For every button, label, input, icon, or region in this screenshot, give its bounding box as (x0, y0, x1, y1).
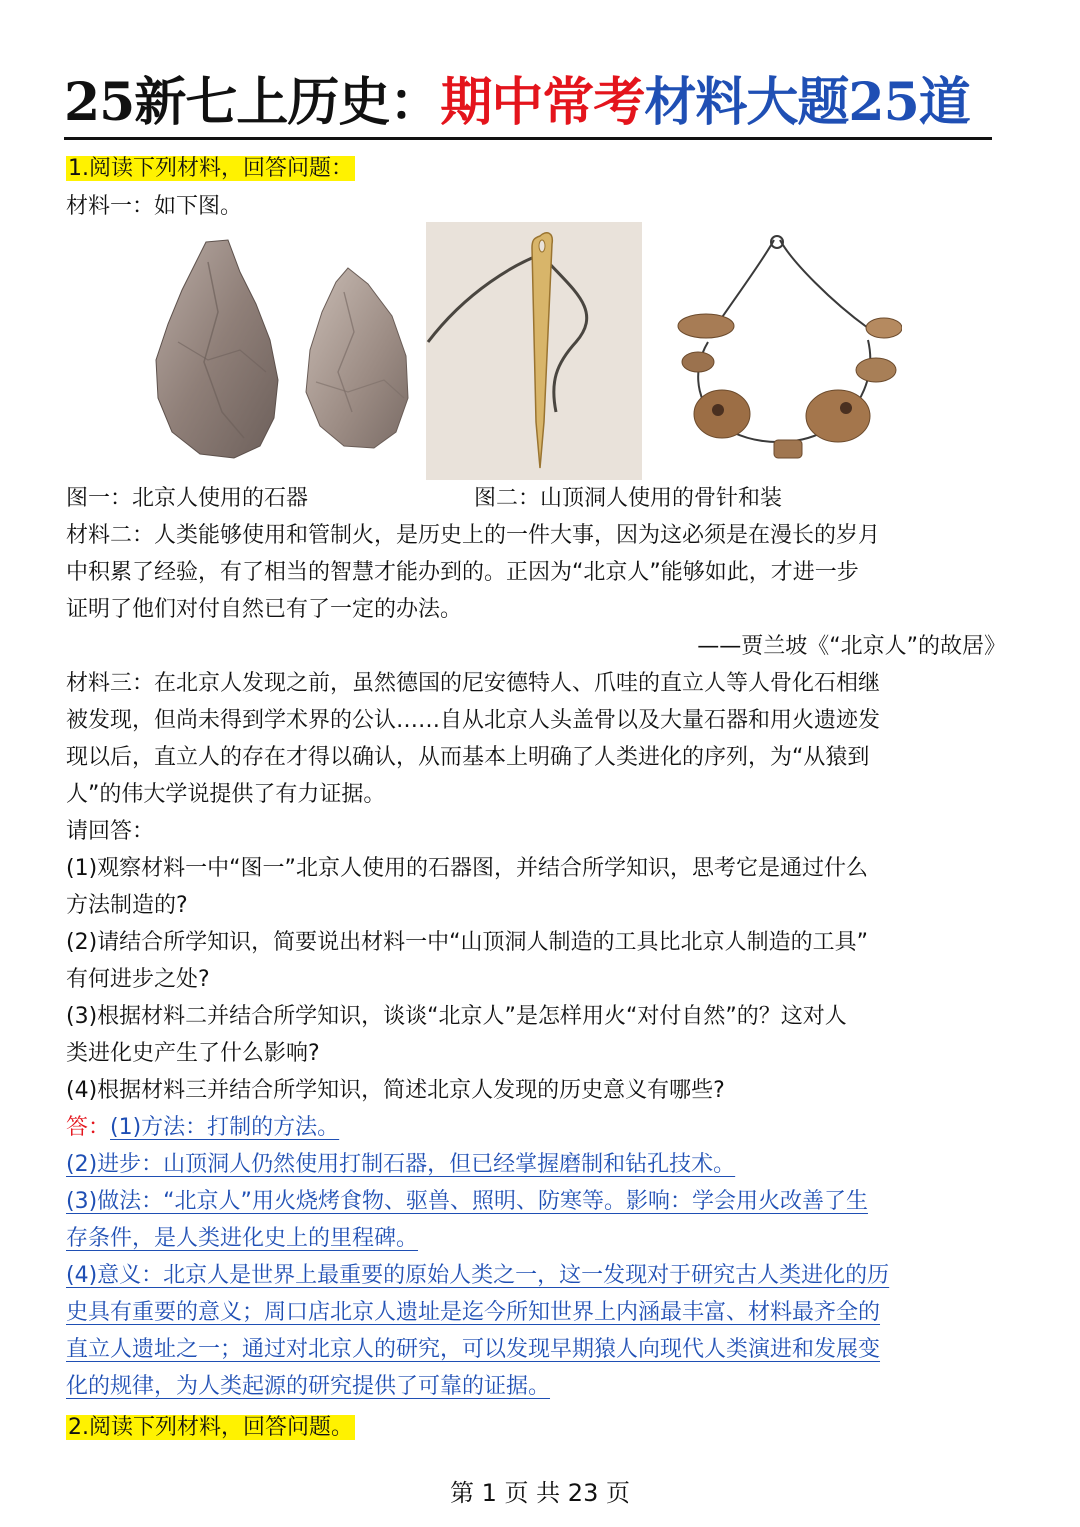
question-1-heading: 1.阅读下列材料，回答问题： (68, 156, 353, 181)
material-3-line: 材料三：在北京人发现之前，虽然德国的尼安德特人、爪哇的直立人等人骨化石相继 (66, 671, 881, 696)
answer-line: (2)进步：山顶洞人仍然使用打制石器，但已经掌握磨制和钻孔技术。 (66, 1152, 736, 1177)
title-part-1: 25新七上历史： (64, 72, 441, 133)
answer-line: (3)做法：“北京人”用火烧烤食物、驱兽、照明、防寒等。影响：学会用火改善了生 (66, 1189, 868, 1214)
material-2-line: 材料二：人类能够使用和管制火，是历史上的一件大事，因为这必须是在漫长的岁月 (66, 523, 881, 548)
ask-label: 请回答： (66, 819, 155, 844)
material-1-intro: 材料一：如下图。 (66, 194, 243, 219)
answer-line: 直立人遗址之一；通过对北京人的研究，可以发现早期猿人向现代人类演进和发展变 (66, 1337, 881, 1362)
answer-line: (4)意义：北京人是世界上最重要的原始人类之一，这一发现对于研究古人类进化的历 (66, 1263, 890, 1288)
answer-label: 答： (66, 1115, 111, 1140)
material-3-line: 人”的伟大学说提供了有力证据。 (66, 782, 386, 807)
title-part-2: 期中常考 (440, 72, 645, 133)
material-2-source: ——贾兰坡《“北京人”的故居》 (697, 634, 1006, 659)
page-number: 第 1 页 共 23 页 (450, 1479, 630, 1507)
figure-2-caption: 图二：山顶洞人使用的骨针和装 (474, 486, 783, 511)
answer-line-1 (66, 1111, 339, 1145)
question-line: (1)观察材料一中“图一”北京人使用的石器图，并结合所学知识，思考它是通过什么 (66, 856, 868, 881)
title-underline (64, 137, 992, 140)
stone-tools-image (148, 232, 418, 472)
question-line: (3)根据材料二并结合所学知识，谈谈“北京人”是怎样用火“对付自然”的？这对人 (66, 1004, 847, 1029)
question-line: 类进化史产生了什么影响? (66, 1041, 320, 1066)
question-line: 有何进步之处? (66, 967, 210, 992)
question-2-heading: 2.阅读下列材料，回答问题。 (68, 1415, 353, 1440)
figure-1-caption: 图一：北京人使用的石器 (66, 486, 309, 511)
answer-line: 存条件，是人类进化史上的里程碑。 (66, 1226, 419, 1251)
answer-text: (1)方法：打制的方法。 (110, 1115, 340, 1140)
material-2-line: 中积累了经验，有了相当的智慧才能办到的。正因为“北京人”能够如此，才进一步 (66, 560, 859, 585)
answer-line: 史具有重要的意义；周口店北京人遗址是迄今所知世界上内涵最丰富、材料最齐全的 (66, 1300, 881, 1325)
necklace-image (662, 232, 902, 464)
material-3-line: 被发现，但尚未得到学术界的公认……自从北京人头盖骨以及大量石器和用火遗迹发 (66, 708, 881, 733)
question-line: (4)根据材料三并结合所学知识，简述北京人发现的历史意义有哪些? (66, 1078, 725, 1103)
question-line: 方法制造的? (66, 893, 188, 918)
title-part-3: 材料大题25道 (644, 72, 970, 133)
material-2-line: 证明了他们对付自然已有了一定的办法。 (66, 597, 463, 622)
question-line: (2)请结合所学知识，简要说出材料一中“山顶洞人制造的工具比北京人制造的工具” (66, 930, 868, 955)
page-title (64, 70, 994, 136)
bone-needle-image (426, 222, 642, 480)
answer-line: 化的规律，为人类起源的研究提供了可靠的证据。 (66, 1374, 551, 1399)
material-3-line: 现以后，直立人的存在才得以确认，从而基本上明确了人类进化的序列，为“从猿到 (66, 745, 870, 770)
